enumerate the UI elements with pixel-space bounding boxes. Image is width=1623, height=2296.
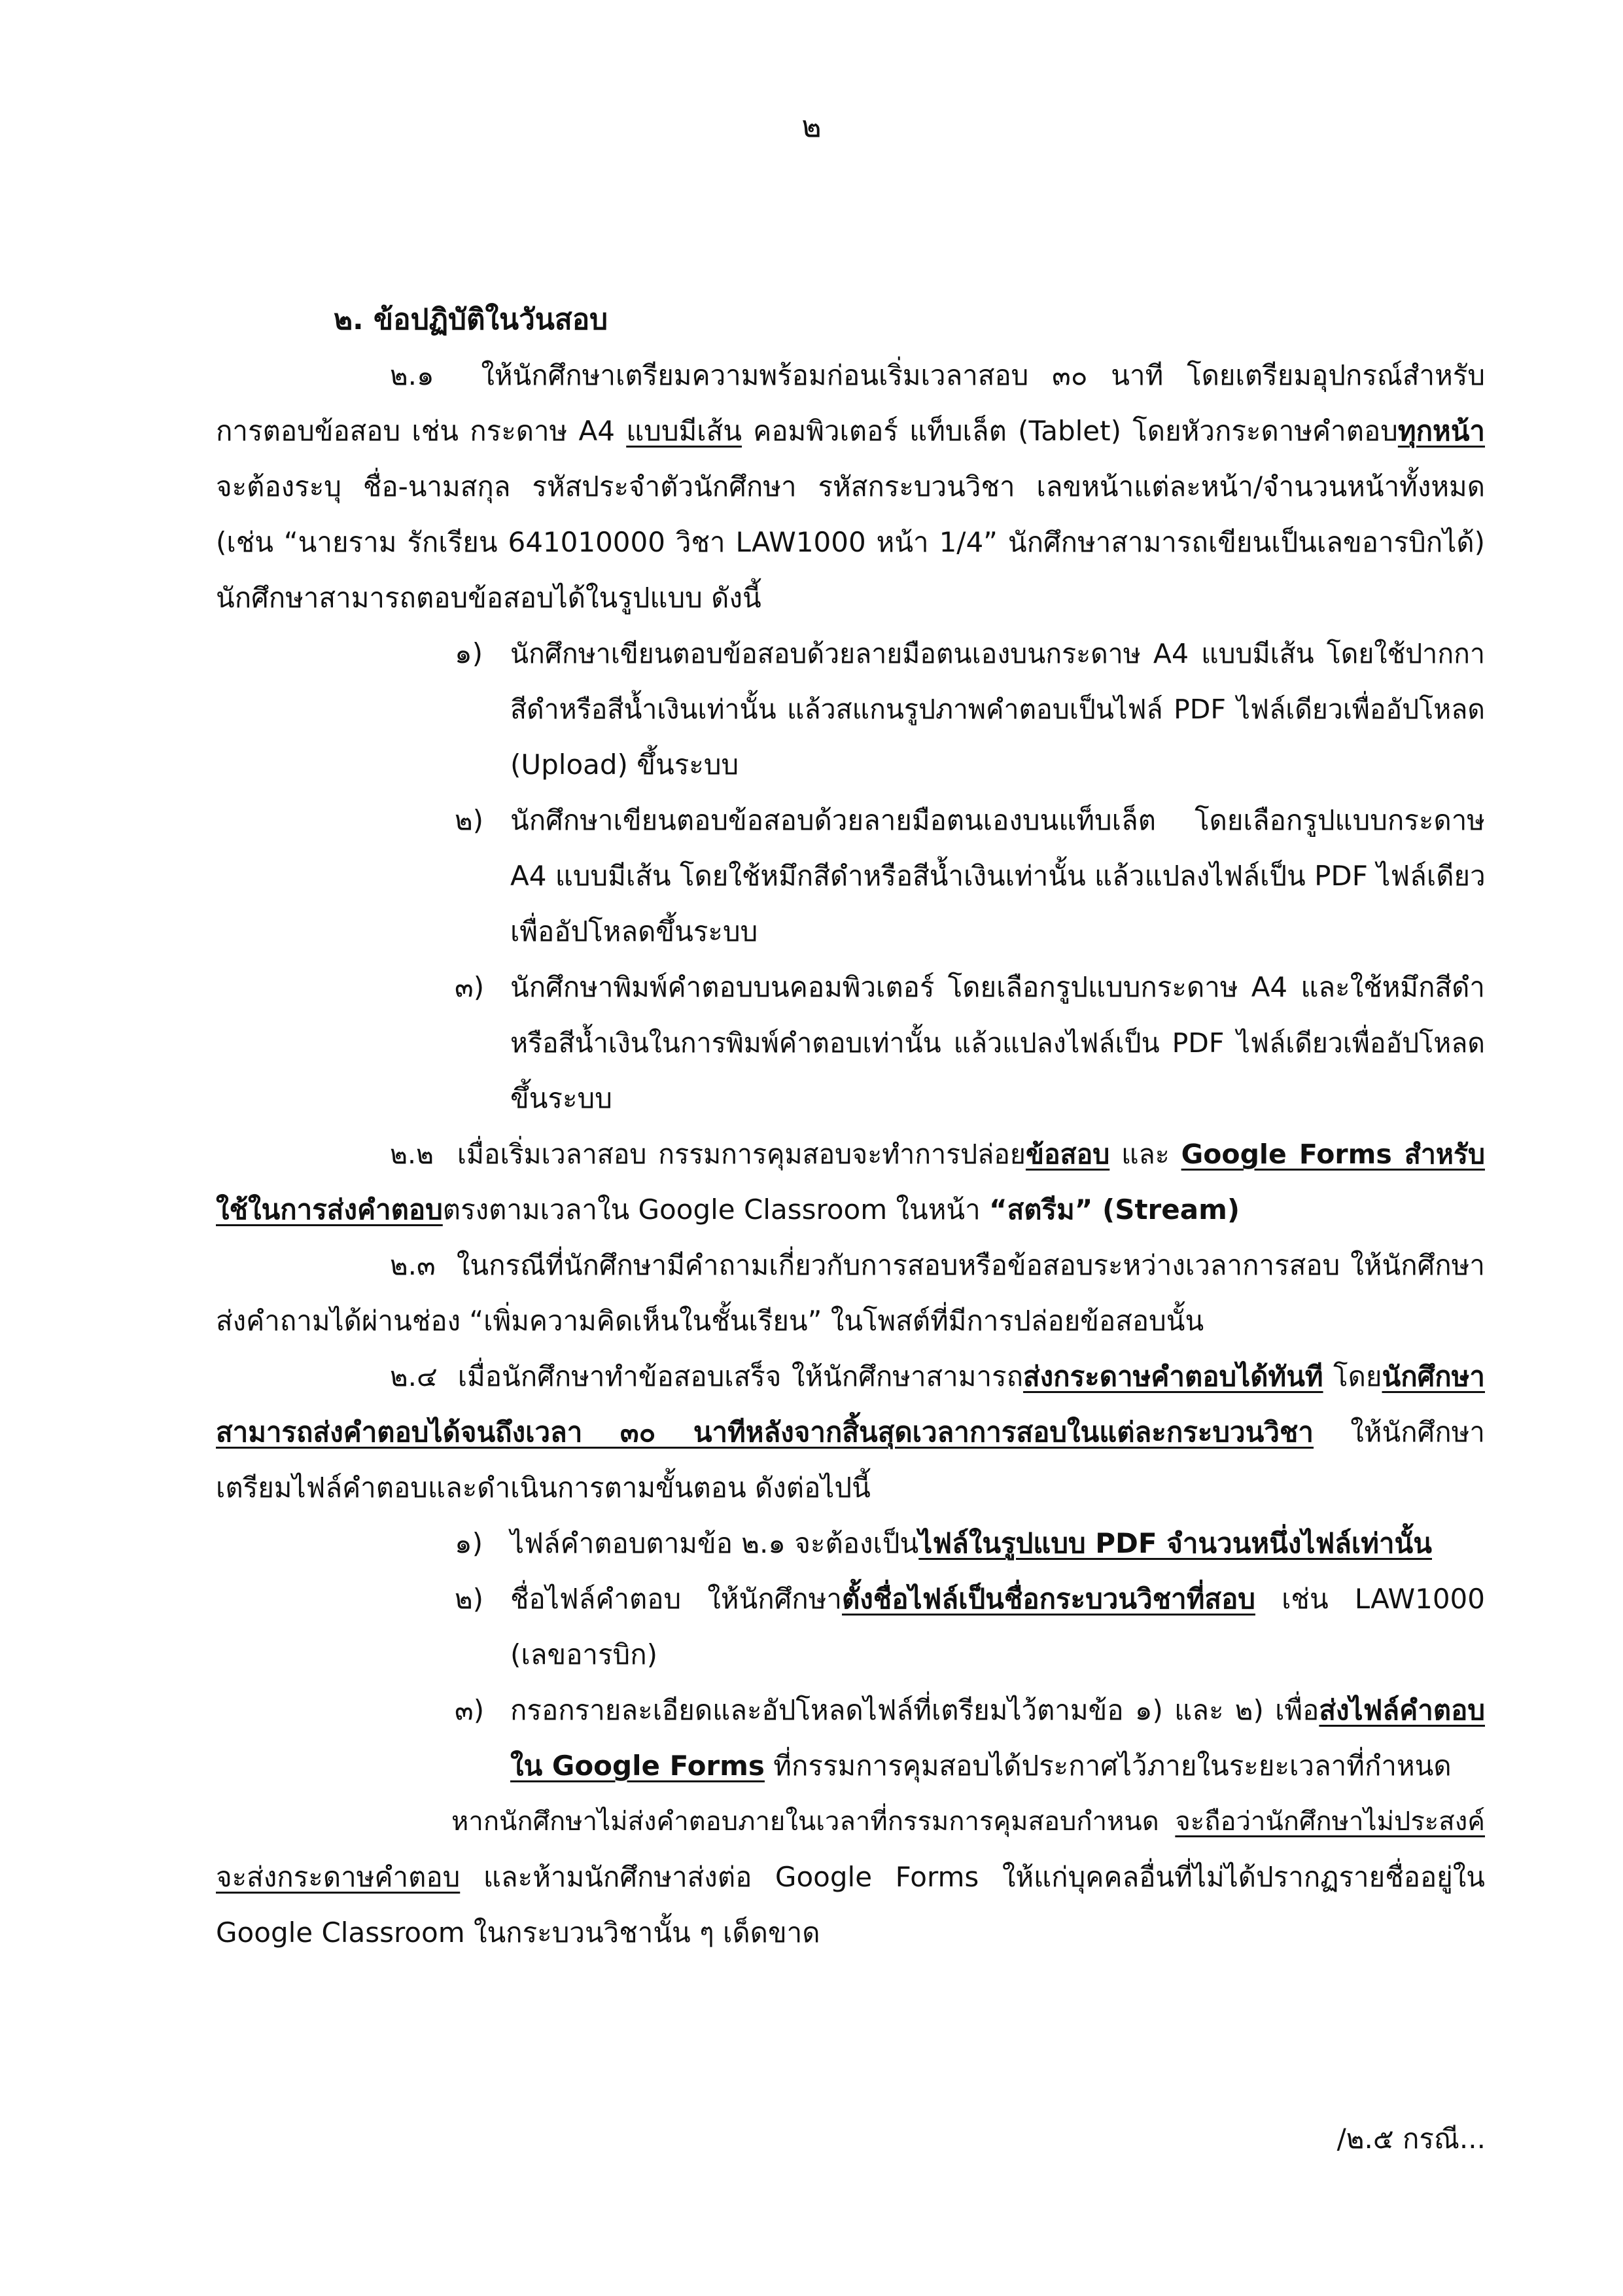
text-run: การตอบข้อสอบ เช่น กระดาษ A4 [216, 415, 627, 447]
text-run: นักศึกษาสามารถตอบข้อสอบได้ในรูปแบบ ดังนี้ [216, 582, 761, 614]
paragraph-line [510, 1626, 1485, 1684]
text-run: ๒.๒ เมื่อเริ่มเวลาสอบ กรรมการคุมสอบจะทำการปล่อย [390, 1139, 1026, 1170]
list-item-text [510, 625, 1485, 682]
footer-continuation: /๒.๕ กรณี... [1336, 2123, 1486, 2155]
text-run: หรือสีน้ำเงินในการพิมพ์คำตอบเท่านั้น แล้วแปลงไฟล์เป็น PDF ไฟล์เดียวเพื่ออัปโหลด [510, 1027, 1485, 1059]
paragraph-line [216, 1292, 1485, 1350]
emphasized-text: ตั้งชื่อไฟล์เป็นชื่อกระบวนวิชาที่สอบ [842, 1583, 1255, 1615]
list-item-text [510, 1570, 1485, 1628]
text-run: ที่กรรมการคุมสอบได้ประกาศไว้ภายในระยะเวลาที่กำหนด [764, 1750, 1452, 1782]
paragraph-line [216, 1848, 1485, 1906]
paragraph-line [216, 1904, 1485, 1962]
paragraph-line [216, 402, 1485, 460]
text-run: Google Classroom ในกระบวนวิชานั้น ๆ เด็ดขาด [216, 1916, 820, 1949]
emphasized-text: สามารถส่งคำตอบได้จนถึงเวลา ๓๐ นาทีหลังจากสิ้นสุดเวลาการสอบในแต่ละกระบวนวิชา [216, 1416, 1314, 1448]
text-run: ส่งคำถามได้ผ่านช่อง “เพิ่มความคิดเห็นในชั้นเรียน” ในโพสต์ที่มีการปล่อยข้อสอบนั้น [216, 1305, 1204, 1337]
text-run: ไฟล์คำตอบตามข้อ ๒.๑ จะต้องเป็น [510, 1527, 919, 1559]
emphasized-text: ส่งกระดาษคำตอบได้ทันที [1023, 1360, 1323, 1392]
emphasized-text: แบบมีเส้น [626, 415, 742, 447]
paragraph-line [390, 1348, 1485, 1405]
emphasized-text: ใช้ในการส่งคำตอบ [216, 1193, 443, 1226]
text-run: (Upload) ขึ้นระบบ [510, 749, 739, 781]
emphasized-text: ใน Google Forms [510, 1750, 765, 1782]
text-run: ตรงตามเวลาใน Google Classroom ในหน้า [442, 1193, 990, 1226]
text-run: ขึ้นระบบ [510, 1082, 612, 1114]
emphasized-text: จะถือว่านักศึกษาไม่ประสงค์ [1175, 1807, 1485, 1837]
list-marker: ๒) [455, 804, 484, 836]
text-run: ๒.๔ เมื่อนักศึกษาทำข้อสอบเสร็จ ให้นักศึกษาสามารถ [390, 1360, 1024, 1392]
text-run: นักศึกษาเขียนตอบข้อสอบด้วยลายมือตนเองบนแท็บเล็ต โดยเลือกรูปแบบกระดาษ [510, 804, 1485, 836]
list-marker: ๑) [455, 1527, 483, 1559]
page-number: ๒ [801, 109, 822, 144]
list-marker: ๑) [455, 637, 483, 669]
paragraph-line [216, 1793, 1485, 1850]
emphasized-text: จะส่งกระดาษคำตอบ [216, 1861, 461, 1893]
text-run: เพื่ออัปโหลดขึ้นระบบ [510, 915, 758, 947]
text-run: โดย [1323, 1360, 1382, 1392]
paragraph-line [510, 680, 1485, 738]
paragraph-line [390, 347, 1485, 404]
emphasized-text: ส่งไฟล์คำตอบ [1319, 1694, 1485, 1726]
text-run: ชื่อไฟล์คำตอบ ให้นักศึกษา [510, 1583, 842, 1615]
list-marker: ๒) [455, 1583, 484, 1615]
list-marker: ๓) [455, 971, 485, 1003]
emphasized-text: ไฟล์ในรูปแบบ PDF จำนวนหนึ่งไฟล์เท่านั้น [918, 1527, 1432, 1559]
emphasized-text: Google Forms สำหรับ [1181, 1139, 1485, 1170]
text-run: นักศึกษาเขียนตอบข้อสอบด้วยลายมือตนเองบนกระดาษ A4 แบบมีเส้น โดยใช้ปากกา [510, 638, 1485, 669]
emphasized-text: นักศึกษา [1382, 1360, 1485, 1392]
text-run: คอมพิวเตอร์ แท็บเล็ต (Tablet) โดยหัวกระดาษคำตอบ [742, 415, 1398, 447]
text-run: (เช่น “นายราม รักเรียน 641010000 วิชา LAW1000 หน้า 1/4” นักศึกษาสามารถเขียนเป็นเลขอารบิกได้) [216, 526, 1485, 558]
text-run: หากนักศึกษาไม่ส่งคำตอบภายในเวลาที่กรรมการคุมสอบกำหนด [451, 1807, 1176, 1837]
paragraph-line [510, 1070, 1485, 1127]
text-run: และห้ามนักศึกษาส่งต่อ Google Forms ให้แก่บุคคลอื่นที่ไม่ได้ปรากฏรายชื่ออยู่ใน [460, 1861, 1485, 1893]
paragraph-line [510, 1737, 1485, 1795]
paragraph-line [390, 1125, 1485, 1183]
text-run: และ [1109, 1139, 1181, 1170]
paragraph-line [510, 903, 1485, 961]
text-run: กรอกรายละเอียดและอัปโหลดไฟล์ที่เตรียมไว้ตามข้อ ๑) และ ๒) เพื่อ [510, 1694, 1319, 1726]
text-run: เช่น LAW1000 [1255, 1583, 1485, 1615]
paragraph-line [216, 514, 1485, 571]
paragraph-line [510, 1014, 1485, 1072]
list-marker: ๓) [455, 1694, 485, 1726]
text-run: A4 แบบมีเส้น โดยใช้หมึกสีดำหรือสีน้ำเงินเท่านั้น แล้วแปลงไฟล์เป็น PDF ไฟล์เดียว [510, 860, 1486, 892]
emphasized-text: ข้อสอบ [1025, 1139, 1110, 1170]
paragraph-line [510, 847, 1485, 905]
text-run: สีดำหรือสีน้ำเงินเท่านั้น แล้วสแกนรูปภาพคำตอบเป็นไฟล์ PDF ไฟล์เดียวเพื่ออัปโหลด [510, 694, 1485, 725]
paragraph-line [216, 458, 1485, 516]
text-run: (เลขอารบิก) [510, 1638, 658, 1670]
paragraph-line [216, 1181, 1485, 1239]
list-item-text [510, 1682, 1485, 1739]
text-run: เตรียมไฟล์คำตอบและดำเนินการตามขั้นตอน ดังต่อไปนี้ [216, 1472, 871, 1504]
emphasized-text: ทุกหน้า [1397, 415, 1485, 447]
list-item-text [510, 959, 1485, 1016]
emphasized-text: “สตรีม” (Stream) [989, 1193, 1240, 1226]
text-run: ๒.๑ ให้นักศึกษาเตรียมความพร้อมก่อนเริ่มเวลาสอบ ๓๐ นาที โดยเตรียมอุปกรณ์สำหรับ [390, 359, 1485, 391]
paragraph-line [390, 1237, 1485, 1294]
text-run: นักศึกษาพิมพ์คำตอบบนคอมพิวเตอร์ โดยเลือกรูปแบบกระดาษ A4 และใช้หมึกสีดำ [510, 971, 1485, 1003]
paragraph-line [510, 736, 1485, 794]
section-heading: ๒. ข้อปฏิบัติในวันสอบ [334, 303, 608, 336]
list-item-text [510, 1515, 1485, 1572]
paragraph-line [216, 1404, 1485, 1461]
paragraph-line [216, 569, 1485, 627]
paragraph-line [216, 1459, 1485, 1517]
text-run: จะต้องระบุ ชื่อ-นามสกุล รหัสประจำตัวนักศึกษา รหัสกระบวนวิชา เลขหน้าแต่ละหน้า/จำนวนหน้าทั้งหมด [216, 470, 1485, 503]
list-item-text [510, 792, 1485, 849]
text-run: ให้นักศึกษา [1314, 1416, 1485, 1448]
text-run: ๒.๓ ในกรณีที่นักศึกษามีคำถามเกี่ยวกับการสอบหรือข้อสอบระหว่างเวลาการสอบ ให้นักศึกษา [390, 1249, 1485, 1281]
